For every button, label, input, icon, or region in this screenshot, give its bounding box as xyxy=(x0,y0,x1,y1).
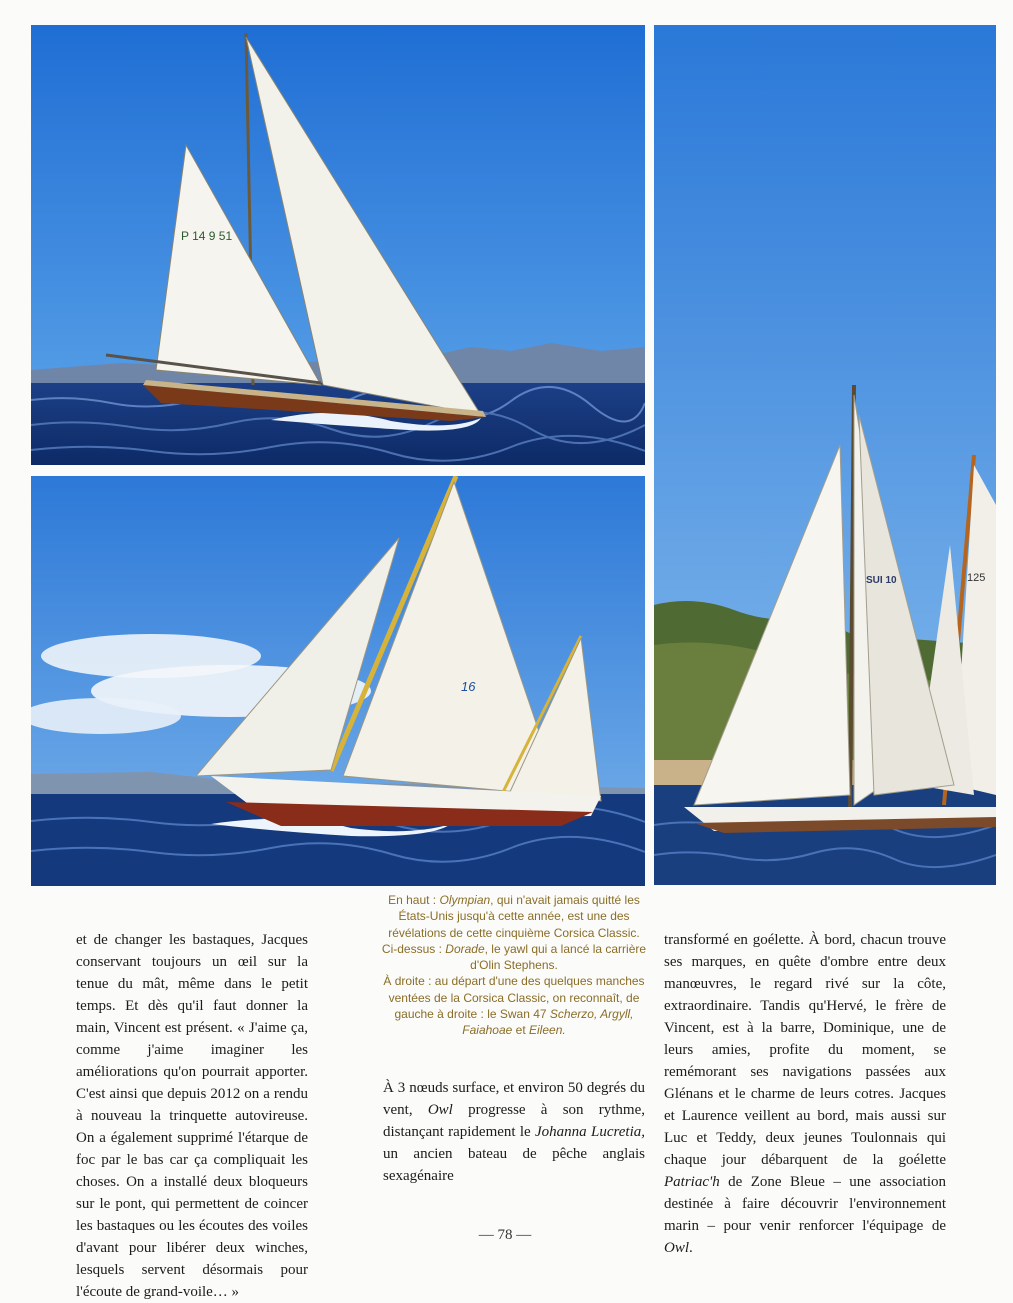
caption-top-label: En haut : xyxy=(388,893,440,907)
caption-dorade-name: Dorade xyxy=(445,941,485,956)
boat-name-owl: Owl xyxy=(427,1102,453,1118)
body-text: . xyxy=(689,1240,693,1256)
body-column-right xyxy=(664,929,946,1259)
body-text: de Zone Bleue – une association destinée à faire découvrir l'environnement marin – pour venir renforcer l'équipage de xyxy=(664,1174,946,1234)
body-column-left xyxy=(76,929,308,1303)
caption-right-text: À droite : au départ d'une des quelques manches ventées de la Corsica Classic, on reconnaît, de gauche à droite : le Swan 47 xyxy=(383,974,645,1022)
boat-125-sail-number: 125 xyxy=(967,572,986,584)
body-paragraph xyxy=(664,929,946,1259)
page-number: — 78 — xyxy=(478,1227,532,1243)
photo-corsica-classic-start xyxy=(654,25,996,885)
caption-above-label: Ci-dessus : xyxy=(381,941,446,956)
photo-dorade xyxy=(31,476,645,886)
sui10-sail-number: SUI 10 xyxy=(866,575,897,586)
boat-name-patriach: Patriac'h xyxy=(664,1174,720,1190)
body-text: transformé en goélette. À bord, chacun trouve ses marques, en quête d'ombre entre deux manœuvres, le regard rivé sur la côte, extraordinaire. Tandis qu'Hervé, le frère de Vincent, est à la barre, Dominique, une de leurs amies, profite du moment, se remémorant ses navigations passées aux Glénans et le charme de leurs cotres. Jacques et Laurence veillent au bord, mais aussi sur Luc et Teddy, deux jeunes Toulonnais qui chaque jour débarquent de la goélette xyxy=(664,932,946,1168)
boat-name-johanna-lucretia: Johanna Lucretia, xyxy=(535,1124,645,1140)
body-paragraph: et de changer les bastaques, Jacques conservant toujours un œil sur la tenue du mât, même dans le petit temps. Et dès qu'il faut donner la main, Vincent est présent. « J'aime ça, comme j'aime imaginer les améliorations qu'on pourrait apporter. C'est ainsi que depuis 2012 on a rendu à nouveau la trinquette autovireuse. On a également supprimé l'étarque de foc par le bas car ça compliquait les choses. On a installé deux bloqueurs sur le pont, qui permettent de coincer les bastaques ou les écoutes des voiles d'avant pour libérer deux winches, lesquels servent désormais pour l'écoute de grand-voile… » xyxy=(76,932,308,1300)
body-text: progresse à son rythme, distançant rapidement le xyxy=(383,1102,646,1140)
caption-olympian-name: Olympian xyxy=(439,893,491,907)
body-text: un ancien bateau de pêche anglais sexagénaire xyxy=(383,1146,645,1184)
caption-dorade-text: , le yawl qui a lancé la carrière d'Olin Stephens. xyxy=(470,941,647,973)
olympian-sail-number: P 14 9 51 xyxy=(181,229,233,243)
boat-name-owl: Owl xyxy=(664,1240,690,1256)
caption-eileen-name: Eileen. xyxy=(529,1023,566,1038)
caption-olympian-text: , qui n'avait jamais quitté les États-Unis jusqu'à cette année, est une des révélations de cette cinquième Corsica Classic. xyxy=(388,893,640,940)
body-text: À 3 nœuds surface, et environ 50 degrés du vent, xyxy=(383,1080,645,1118)
dorade-sail-number: 16 xyxy=(461,679,476,694)
body-column-middle xyxy=(383,1077,645,1187)
photo-caption xyxy=(376,892,652,1039)
caption-and: et xyxy=(512,1023,530,1038)
caption-boat-names: Scherzo, Argyll, Faiahoae xyxy=(462,1007,634,1038)
body-paragraph xyxy=(383,1077,645,1187)
photo-olympian xyxy=(31,25,645,465)
